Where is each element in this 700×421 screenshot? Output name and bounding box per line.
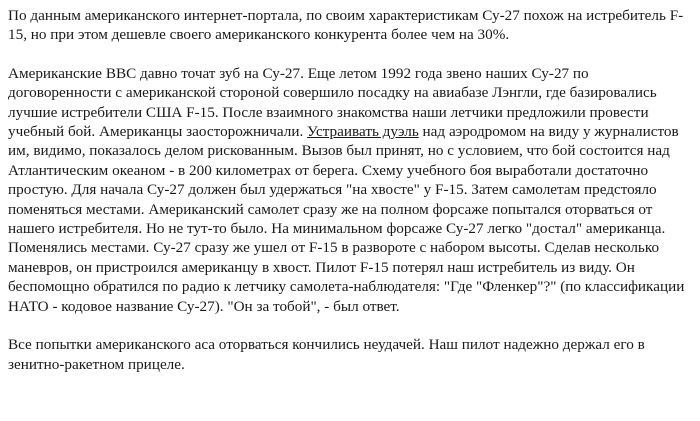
paragraph-story-text-end: над аэродромом на виду у журналистов им, видимо, показалось делом рискованным. Вызов был принят, но с условием, что бой состоится над Атлантическим океаном - в 200 километрах от берега. Схему учебного боя выработали достаточно простую. Для начала Су-27 должен был удержаться "на хвосте" у F-15. Затем самолетам предстояло поменяться местами. Американский самолет сразу же на полном форсаже попытался оторваться от нашего истребителя. Но не тут-то было. На минимальном форсаже Су-27 легко "достал" американца. Поменялись местами. Су-27 сразу же ушел от F-15 в развороте с набором высоты. Сделав несколько маневров, он пристроился американцу в хвост. Пилот F-15 потерял наш истребитель из виду. Он беспомощно обратился по радио к летчику самолета-наблюдателя: "Где "Фленкер"?" (по классификации НАТО - кодовое название Су-27). "Он за тобой", - был ответ. (8, 123, 685, 315)
underlined-phrase: Устраивать дуэль (307, 123, 419, 141)
paragraph-intro-text: По данным американского интернет-портала, по своим характеристикам Су-27 похож на истребитель F-15, но при этом дешевле своего американского конкурента более чем на 30%. (8, 7, 684, 44)
paragraph-conclusion-text: Все попытки американского аса оторваться кончились неудачей. Наш пилот надежно держал его в зенитно-ракетном прицеле. (8, 336, 645, 373)
paragraph-conclusion (8, 335, 692, 374)
paragraph-intro (8, 6, 692, 45)
paragraph-story (8, 64, 692, 316)
paragraph-story-text-start: Американские ВВС давно точат зуб на Су-27. Еще летом 1992 года звено наших Су-27 по договоренности с американской стороной совершило посадку на авиабазе Лэнгли, где базировались лучшие истребители США F-15. После взаимного знакомства наши летчики предложили провести учебный бой. Американцы заосторожничали. (8, 64, 657, 141)
